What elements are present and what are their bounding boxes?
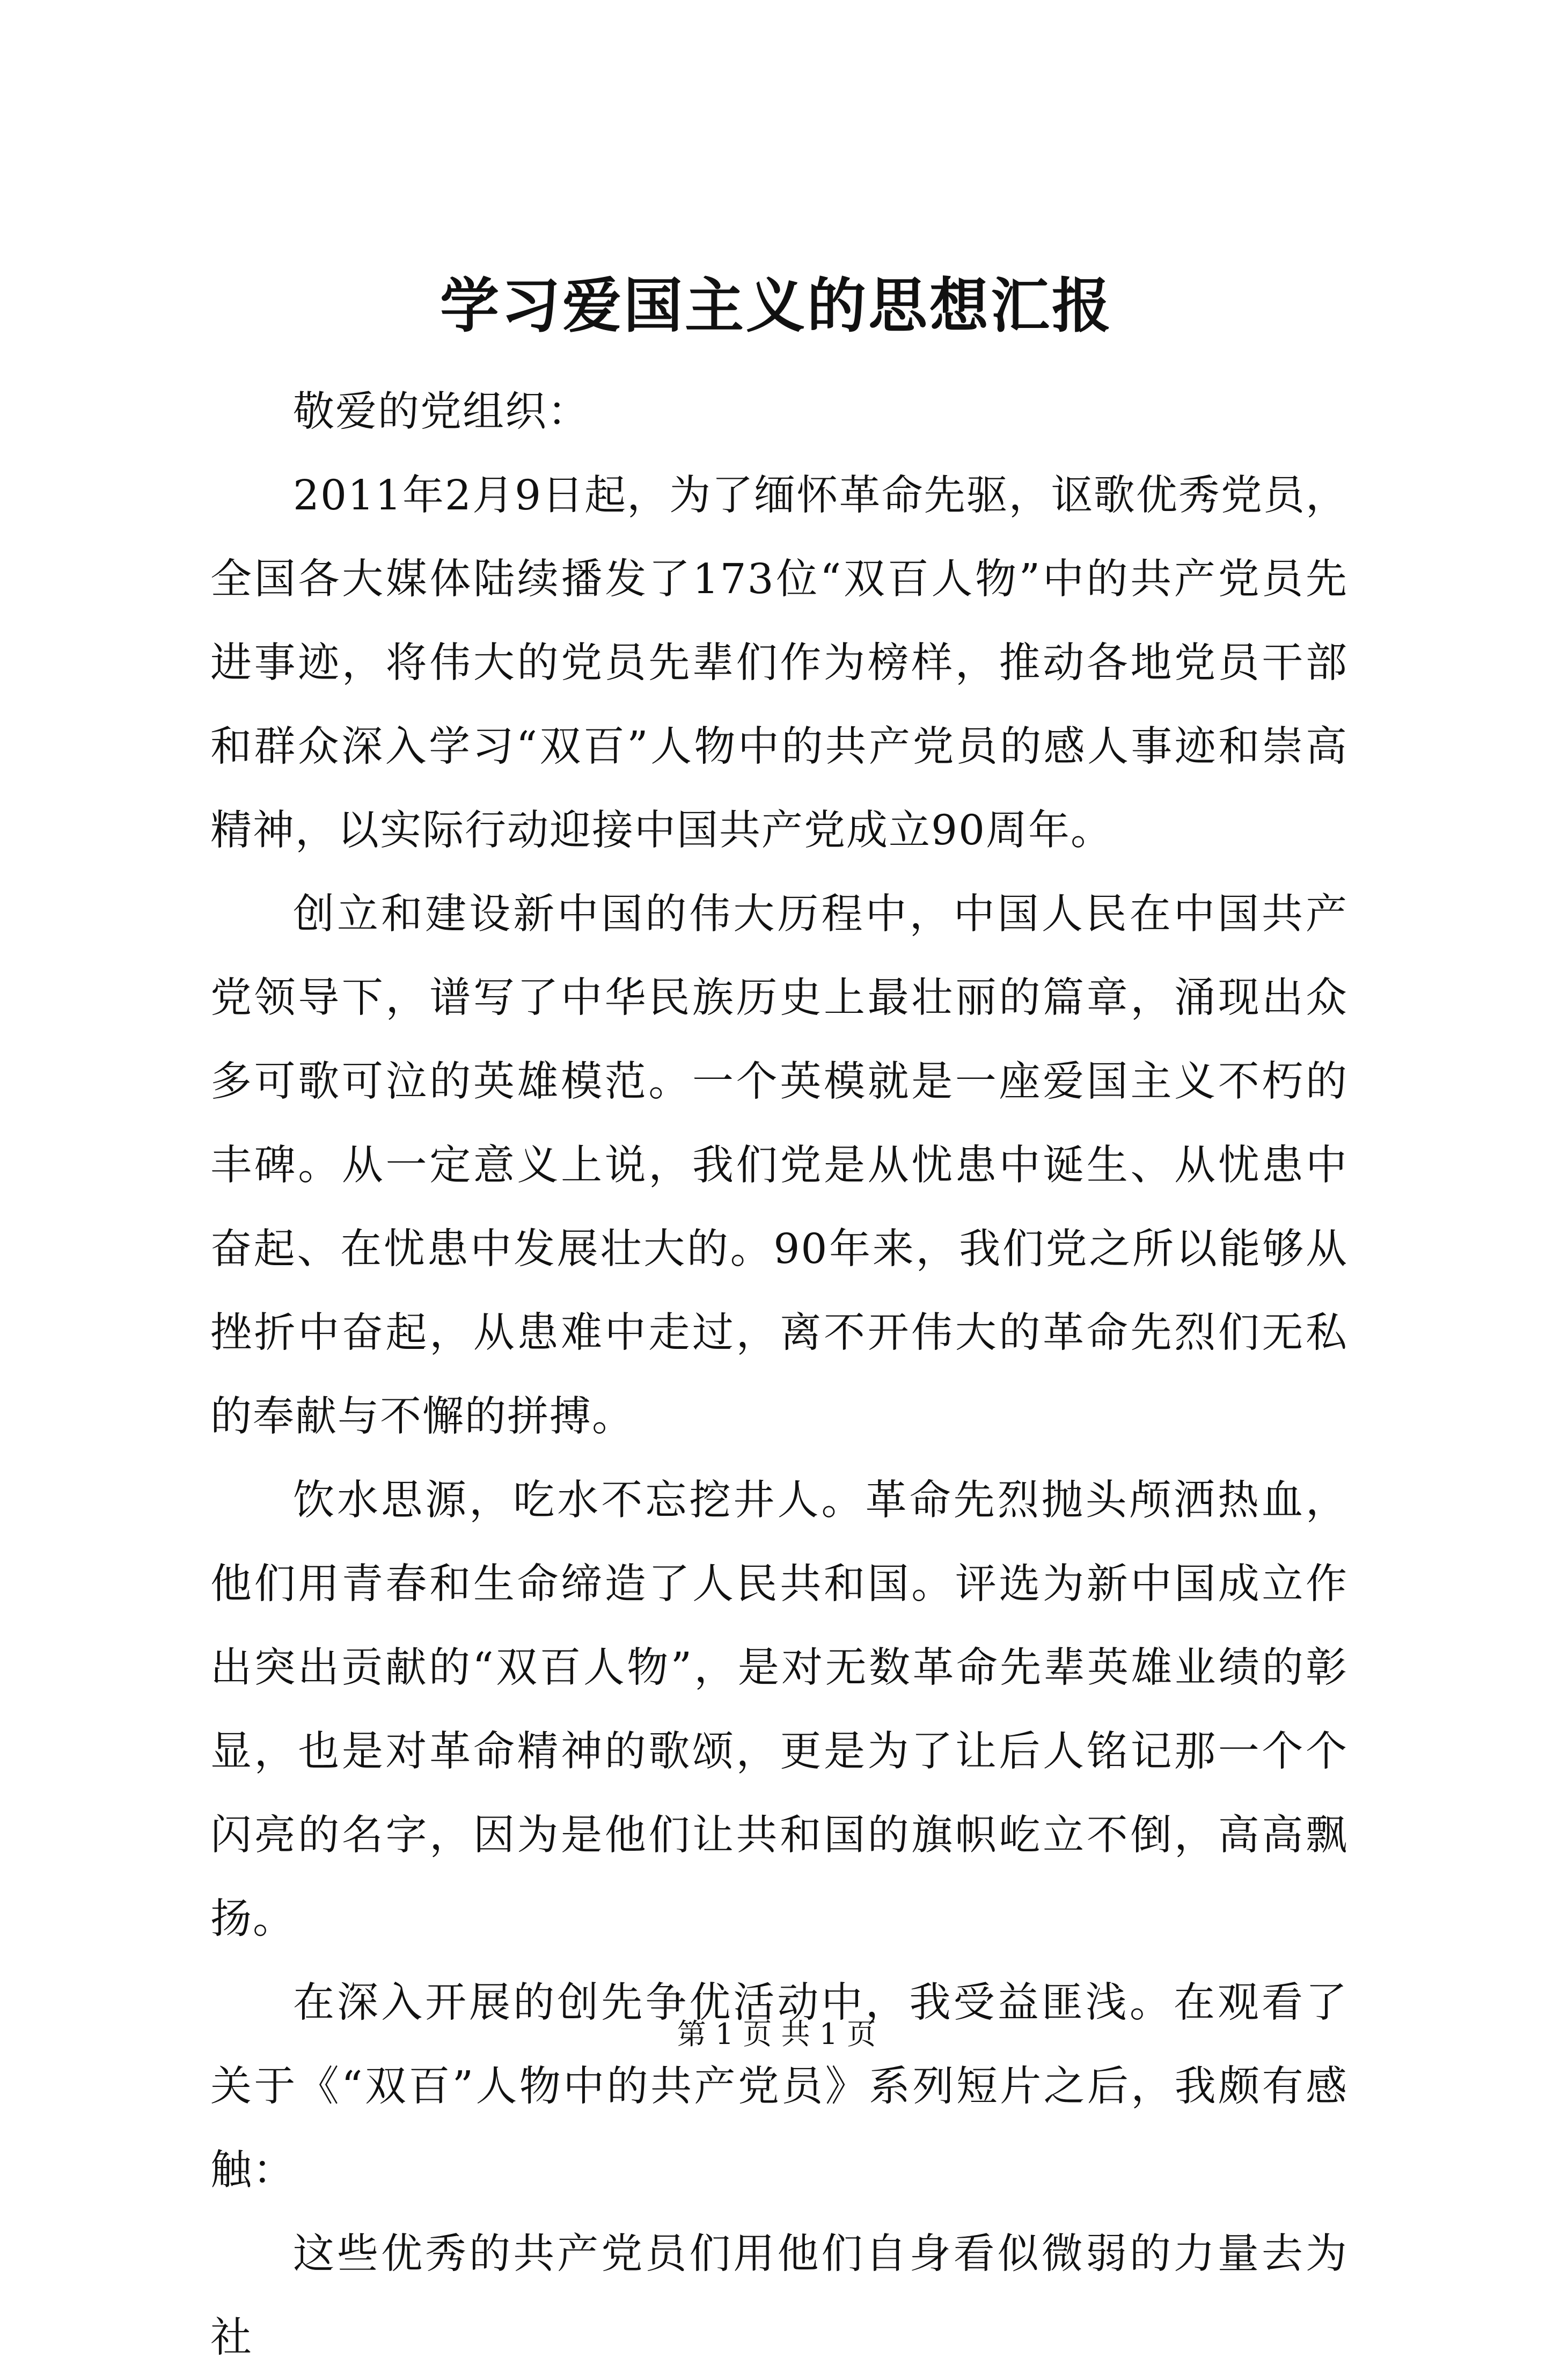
paragraph: 这些优秀的共产党员们用他们自身看似微弱的力量去为社 [210,2230,1348,2362]
page-footer: 第 1 页 共 1 页 [677,2017,876,2051]
salutation: 敬爱的党组织： [293,388,590,436]
document-body [210,370,1348,2380]
paragraph: 2011年2月9日起，为了缅怀革命先驱，讴歌优秀党员，全国各大媒体陆续播发了173位“双百人物”中的共产党员先进事迹，将伟大的党员先辈们作为榜样，推动各地党员干部和群众深入学习“双百”人物中的共产党员的感人事迹和崇高精神，以实际行动迎接中国共产党成立90周年。 [210,472,1348,855]
paragraph: 创立和建设新中国的伟大历程中，中国人民在中国共产党领导下，谱写了中华民族历史上最壮丽的篇章，涌现出众多可歌可泣的英雄模范。一个英模就是一座爱国主义不朽的丰碑。从一定意义上说，我们党是从忧患中诞生、从忧患中奋起、在忧患中发展壮大的。90年来，我们党之所以能够从挫折中奋起，从患难中走过，离不开伟大的革命先烈们无私的奉献与不懈的拼搏。 [210,890,1348,1441]
paragraph: 在深入开展的创先争优活动中，我受益匪浅。在观看了关于《“双百”人物中的共产党员》系列短片之后，我颇有感触： [210,1979,1348,2194]
document-title: 学习爱国主义的思想汇报 [440,271,1113,340]
paragraph: 饮水思源，吃水不忘挖井人。革命先烈抛头颅洒热血，他们用青春和生命缔造了人民共和国。评选为新中国成立作出突出贡献的“双百人物”，是对无数革命先辈英雄业绩的彰显，也是对革命精神的歌颂，更是为了让后人铭记那一个个闪亮的名字，因为是他们让共和国的旗帜屹立不倒，高高飘扬。 [210,1477,1348,1943]
